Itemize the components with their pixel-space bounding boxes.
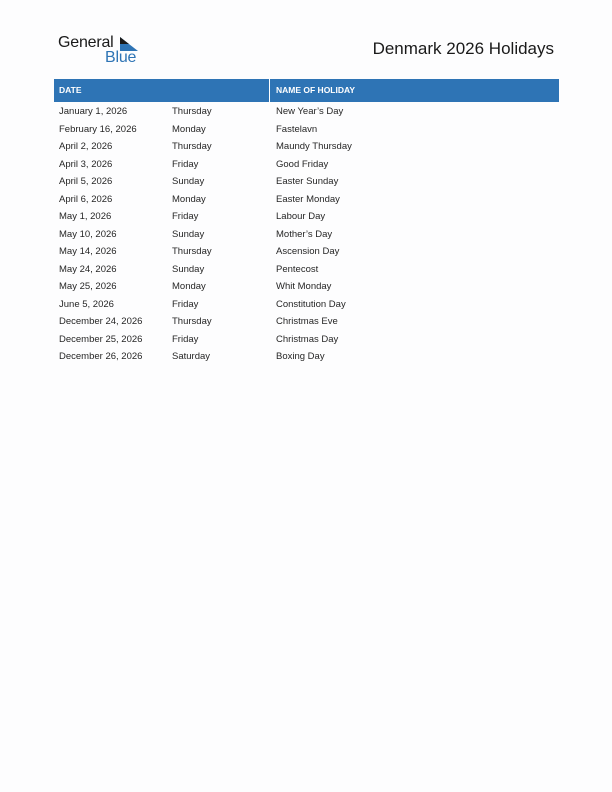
logo-word-blue: Blue [105,49,137,66]
holiday-name: Pentecost [276,263,319,275]
holiday-date: May 10, 2026 [59,228,117,240]
holiday-weekday: Sunday [172,228,205,240]
holiday-weekday: Friday [172,298,199,310]
header-date: DATE [59,85,82,95]
holiday-date: May 24, 2026 [59,263,117,275]
table-row [54,313,559,331]
table-row [54,191,559,209]
table-row [54,173,559,191]
holiday-name: Whit Monday [276,281,332,292]
holiday-name: Fastelavn [276,123,318,135]
holiday-date: April 6, 2026 [59,193,113,205]
holiday-name: Constitution Day [276,298,346,310]
holiday-weekday: Monday [172,123,206,135]
holiday-name: Easter Monday [276,193,340,205]
holiday-date: February 16, 2026 [59,123,137,135]
holiday-weekday: Thursday [172,106,212,117]
table-row [54,296,559,314]
table-row [54,208,559,226]
generalblue-logo[interactable] [58,34,148,68]
holiday-date: May 1, 2026 [59,211,112,222]
holiday-weekday: Thursday [172,141,212,152]
logo-word-general: General [58,34,114,51]
holiday-weekday: Saturday [172,351,211,362]
holiday-name: Easter Sunday [276,176,339,187]
holiday-weekday: Monday [172,193,206,205]
holiday-date: December 25, 2026 [59,333,143,345]
holiday-name: Good Friday [276,158,329,170]
table-row [54,243,559,261]
holiday-date: December 24, 2026 [59,316,143,327]
holiday-date: January 1, 2026 [59,106,128,117]
table-body [54,102,559,366]
table-row [54,103,559,121]
holiday-date: April 3, 2026 [59,158,113,170]
holiday-date: April 2, 2026 [59,141,113,152]
holiday-name: New Year’s Day [276,106,344,117]
page-title: Denmark 2026 Holidays [372,39,554,58]
table-row [54,278,559,296]
header-divider [269,79,270,102]
holiday-date: April 5, 2026 [59,176,113,187]
header-holiday-name: NAME OF HOLIDAY [276,85,356,95]
table-row [54,138,559,156]
holiday-weekday: Sunday [172,263,205,275]
holiday-weekday: Friday [172,333,199,345]
holiday-name: Mother’s Day [276,228,333,240]
holiday-name: Boxing Day [276,351,325,362]
holiday-weekday: Sunday [172,176,205,187]
holiday-weekday: Friday [172,158,199,170]
table-row [54,348,559,366]
holiday-weekday: Thursday [172,246,212,257]
holiday-table [54,79,559,366]
holiday-name: Labour Day [276,211,326,222]
holiday-date: May 14, 2026 [59,246,117,257]
holiday-weekday: Thursday [172,316,212,327]
holiday-date: May 25, 2026 [59,281,117,292]
holiday-date: December 26, 2026 [59,351,143,362]
holiday-date: June 5, 2026 [59,298,114,310]
table-row [54,261,559,279]
holiday-name: Christmas Day [276,333,339,345]
table-header [54,79,559,102]
table-row [54,331,559,349]
holiday-weekday: Monday [172,281,206,292]
table-row [54,121,559,139]
table-row [54,156,559,174]
holiday-name: Christmas Eve [276,316,338,327]
holiday-name: Maundy Thursday [276,141,352,152]
table-row [54,226,559,244]
holiday-name: Ascension Day [276,246,340,257]
holiday-weekday: Friday [172,211,199,222]
